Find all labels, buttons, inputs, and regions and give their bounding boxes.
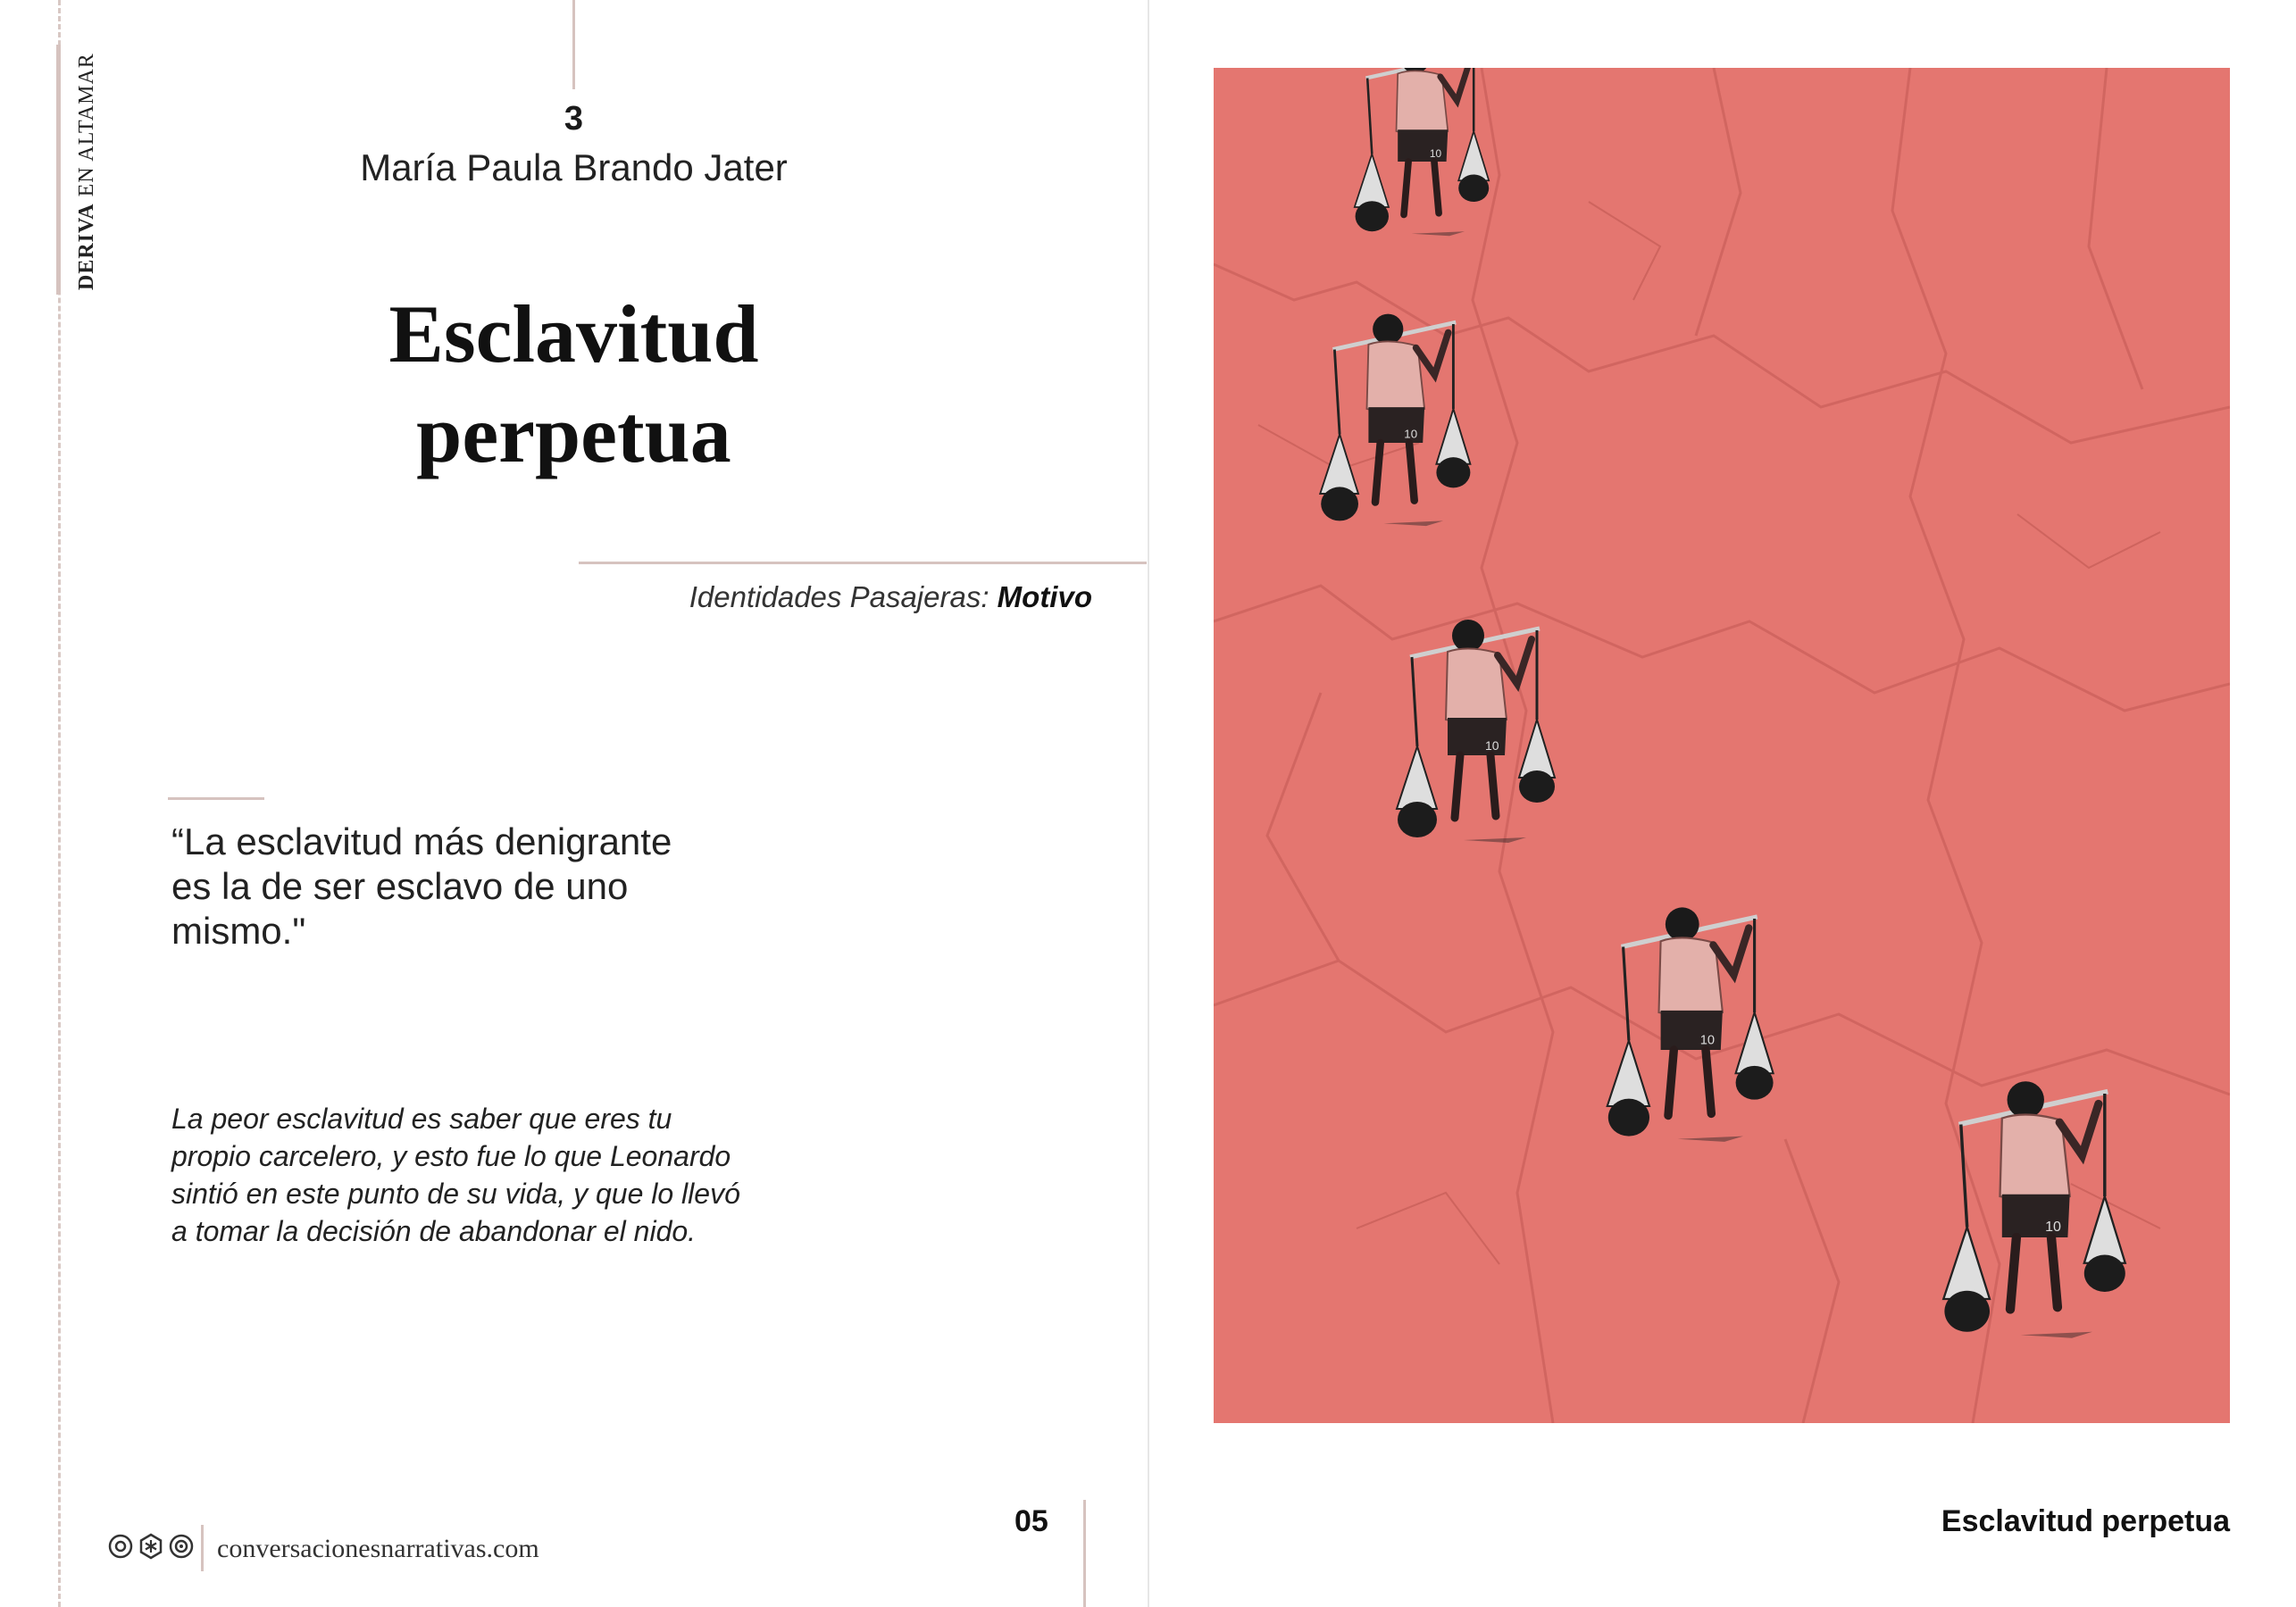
illustration-art: 10 [1214, 68, 2230, 1423]
running-title: Esclavitud perpetua [1941, 1504, 2230, 1538]
article-title [0, 284, 1148, 484]
author-name: María Paula Brando Jater [360, 146, 788, 188]
footer-icons [107, 1534, 195, 1562]
body-paragraph: La peor esclavitud es saber que eres tu propio carcelero, y esto fue lo que Leonardo sintió en este punto de su vida, y que lo llevó a tomar la decisión de abandonar el nido. [171, 1103, 740, 1247]
title-line-2: perpetua [416, 388, 731, 479]
page-number: 05 [1014, 1504, 1048, 1538]
footer-right-divider [1083, 1500, 1086, 1607]
target-circle-icon [168, 1533, 195, 1564]
top-divider-line [572, 0, 575, 89]
website-link[interactable]: conversacionesnarrativas.com [217, 1534, 539, 1563]
illustration [1214, 68, 2230, 1423]
section-heading [689, 580, 1092, 614]
section-divider-line [579, 562, 1147, 564]
pull-quote: “La esclavitud más denigrante es la de ser esclavo de uno mismo." [171, 820, 672, 952]
asterisk-hexagon-icon [138, 1533, 164, 1564]
section-label: Identidades Pasajeras: [689, 580, 989, 613]
footer-divider-line [201, 1525, 204, 1571]
quote-accent-rule [168, 797, 264, 800]
section-name: Motivo [997, 580, 1092, 613]
chapter-number: 3 [564, 100, 584, 137]
at-circle-icon [107, 1533, 134, 1564]
magazine-brand: DERIVA EN ALTAMAR [75, 53, 98, 290]
title-line-1: Esclavitud [388, 288, 759, 379]
